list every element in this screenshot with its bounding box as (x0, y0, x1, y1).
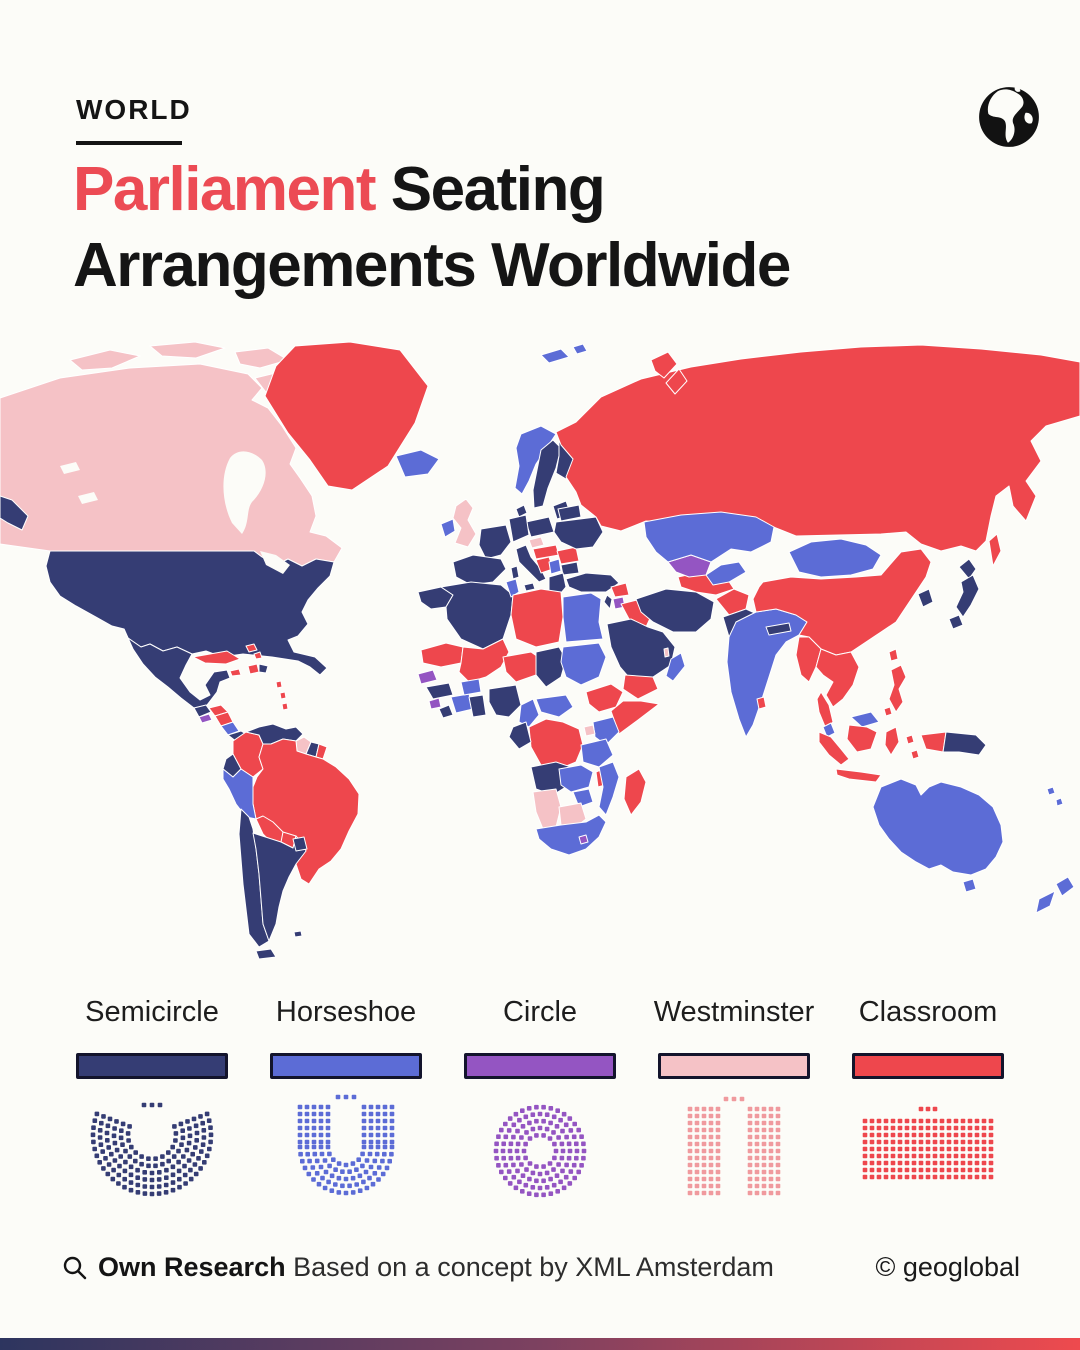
legend-label-semicircle: Semicircle (85, 996, 219, 1028)
country-svalbard2 (573, 344, 587, 354)
country-sumatra (819, 732, 849, 765)
country-serbia (549, 559, 561, 574)
kicker: WORLD (76, 94, 192, 125)
country-haiti (248, 664, 259, 674)
country-peru (223, 769, 256, 819)
country-ph-speck (884, 707, 892, 716)
country-poland (526, 517, 554, 537)
country-cameroon (519, 699, 539, 727)
country-fiji1 (1047, 787, 1055, 795)
legend-swatch-classroom (852, 1053, 1004, 1079)
country-mongolia (789, 539, 881, 577)
country-ukraine (554, 517, 603, 549)
semicircle-seating-diagram-icon (57, 1089, 247, 1221)
country-turkey (566, 573, 619, 592)
country-jamaica (230, 669, 241, 676)
country-ghana (469, 695, 486, 717)
country-madagascar (624, 769, 646, 815)
country-libya (511, 589, 563, 647)
title-line2: Arrangements Worldwide (73, 231, 790, 300)
globe-icon (976, 84, 1042, 150)
source-note (62, 1252, 774, 1283)
legend-item-classroom (836, 996, 1020, 1221)
page-title (73, 152, 1033, 304)
country-tasmania (963, 879, 976, 892)
legend-swatch-westminster (658, 1053, 810, 1079)
footer (62, 1252, 1020, 1283)
country-sierra-leone (429, 698, 441, 709)
country-sri-lanka (757, 697, 766, 709)
title-rest-line1: Seating (375, 155, 605, 224)
country-namibia (533, 789, 561, 829)
country-lesotho (579, 835, 588, 844)
country-czechia (529, 537, 544, 548)
country-sardinia (511, 566, 519, 579)
country-borneo-my (851, 712, 879, 727)
legend-item-horseshoe (254, 996, 438, 1221)
country-arch2 (150, 342, 225, 358)
country-russia (556, 345, 1080, 551)
country-sakhalin (989, 534, 1001, 566)
legend-label-horseshoe: Horseshoe (275, 996, 417, 1028)
country-fiji2 (1056, 798, 1063, 806)
country-kyushu (949, 615, 963, 629)
country-uganda (584, 725, 595, 736)
country-arch1 (70, 350, 140, 370)
world-map (0, 338, 1080, 978)
country-moluccas1 (906, 735, 914, 744)
circle-seating-diagram-icon (445, 1089, 635, 1221)
legend-item-westminster (642, 996, 826, 1221)
credit: © geoglobal (875, 1252, 1020, 1282)
country-philippines (889, 665, 906, 712)
country-nz-south (1036, 891, 1055, 913)
country-france (479, 525, 511, 559)
search-icon (62, 1255, 88, 1281)
country-car (536, 695, 573, 717)
country-australia (873, 779, 1003, 875)
kicker-underline (76, 141, 182, 145)
country-mauritania (421, 643, 463, 667)
country-taiwan (889, 649, 898, 661)
country-qatar (664, 648, 669, 657)
title-accent: Parliament (73, 155, 376, 224)
country-tierra-del-fuego (256, 949, 276, 959)
country-drc (529, 719, 583, 769)
bottom-gradient-bar (0, 1338, 1080, 1350)
country-borneo-red (847, 725, 877, 752)
country-s-korea (918, 589, 933, 607)
country-germany (509, 515, 529, 542)
world-map-container (0, 338, 1080, 978)
horseshoe-seating-diagram-icon (251, 1089, 441, 1221)
country-west-papua (921, 732, 946, 752)
country-nz-north (1056, 877, 1074, 896)
country-ireland (441, 519, 455, 537)
country-sulawesi (885, 727, 899, 755)
classroom-seating-diagram-icon (833, 1089, 1023, 1221)
country-svalbard1 (541, 349, 569, 363)
source-bold: Own Research (98, 1252, 286, 1282)
country-antilles3 (282, 703, 288, 710)
country-iberia (453, 555, 506, 585)
country-honshu (956, 575, 979, 617)
country-antilles1 (276, 681, 282, 688)
country-kyrgyzstan (706, 562, 746, 585)
country-falkland (294, 931, 302, 937)
legend-label-westminster: Westminster (653, 996, 815, 1028)
country-egypt (563, 593, 603, 642)
country-java (836, 769, 881, 782)
country-uk (453, 499, 476, 547)
country-tanzania (581, 739, 613, 767)
country-png (943, 732, 986, 755)
country-chad (536, 647, 566, 687)
legend-item-circle (448, 996, 632, 1221)
country-kazakhstan (644, 512, 774, 562)
country-senegal (418, 670, 437, 684)
legend-swatch-horseshoe (270, 1053, 422, 1079)
country-mozambique (599, 762, 619, 815)
country-iceland (396, 450, 439, 477)
source-text: Based on a concept by XML Amsterdam (293, 1252, 774, 1282)
country-romania (557, 547, 579, 564)
country-sicily (524, 583, 535, 591)
country-dominican (259, 664, 268, 673)
legend (60, 996, 1020, 1221)
country-nigeria (489, 685, 521, 717)
legend-swatch-semicircle (76, 1053, 228, 1079)
country-guinea (426, 683, 453, 699)
country-israel (604, 595, 612, 609)
legend-label-classroom: Classroom (858, 996, 998, 1028)
legend-item-semicircle (60, 996, 244, 1221)
country-sudan (561, 643, 606, 685)
country-iran (636, 589, 714, 632)
westminster-seating-diagram-icon (639, 1089, 829, 1221)
legend-label-circle: Circle (502, 996, 578, 1028)
country-niger (503, 652, 541, 682)
country-uruguay (293, 837, 307, 851)
country-yemen (623, 675, 658, 699)
legend-swatch-circle (464, 1053, 616, 1079)
country-antilles2 (280, 692, 286, 699)
country-moluccas2 (911, 750, 919, 759)
country-burkina (461, 679, 481, 695)
